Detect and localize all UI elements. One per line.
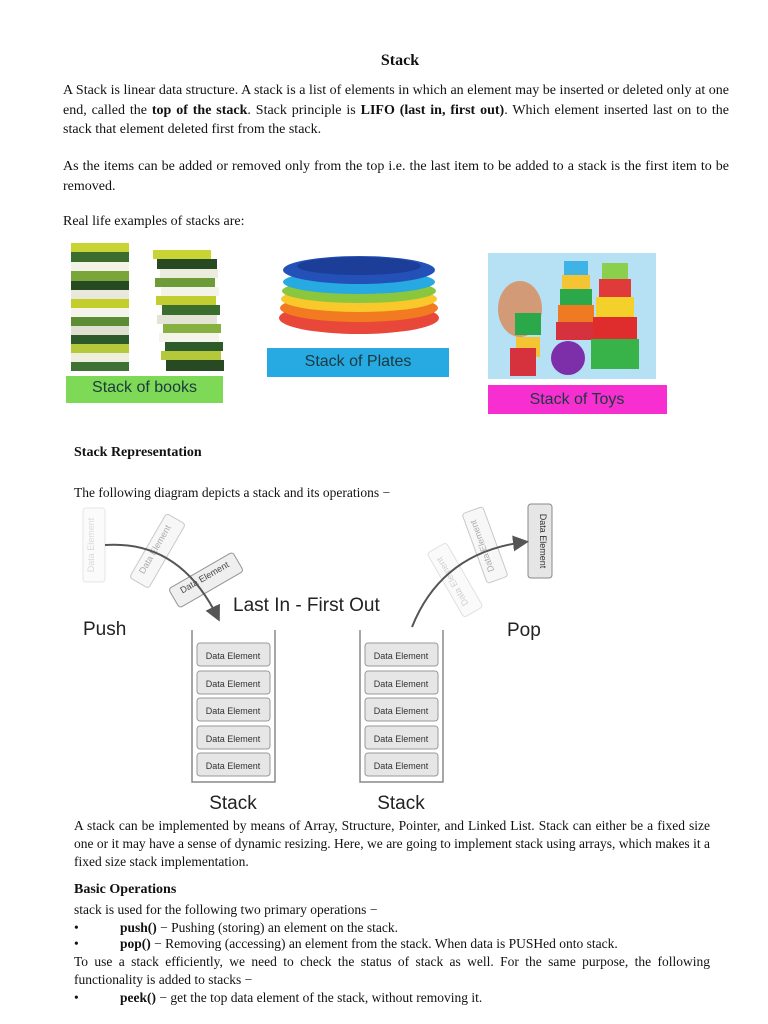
stack-element: Data Element	[373, 706, 429, 716]
bullet-icon: •	[74, 990, 79, 1005]
stack-element: Data Element	[373, 651, 429, 661]
pop-stack-elements	[365, 643, 438, 776]
pop-stack-label: Stack	[377, 793, 425, 814]
intro-text: . Which element inserted last on to the stack that element deleted first from the stack.	[63, 102, 729, 137]
basic-operations-lead: stack is used for the following two primary operations −	[74, 902, 378, 917]
push-label: Push	[83, 619, 127, 640]
stack-element: Data Element	[373, 761, 429, 771]
stack-element: Data Element	[205, 706, 261, 716]
basic-operations-heading: Basic Operations	[74, 882, 177, 897]
push-stack-elements	[197, 643, 270, 776]
intro-paragraph	[63, 81, 729, 140]
books-label: Stack of books	[92, 379, 197, 396]
op-desc: − Removing (accessing) an element from the stack. When data is PUSHed onto stack.	[150, 936, 618, 951]
stack-element: Data Element	[373, 734, 429, 744]
implementation-paragraph: A stack can be implemented by means of Array, Structure, Pointer, and Linked List. Stack can either be a fixed size one or it may have a sense of dynamic resizing. Here, we are going to implement stack using arrays, which makes it a fixed size stack implementation.	[74, 818, 710, 869]
plates-label: Stack of Plates	[304, 353, 412, 370]
list-item-peek	[74, 989, 710, 1007]
diagram-ghost-element: Data Element	[86, 517, 96, 573]
push-stack-label: Stack	[209, 793, 257, 814]
intro-text: . Stack principle is	[247, 102, 361, 118]
stack-diagram	[70, 500, 570, 820]
diagram-ghost-element: Data Element	[136, 523, 173, 576]
op-name: push()	[120, 920, 157, 935]
stack-element: Data Element	[205, 734, 261, 744]
stack-element: Data Element	[205, 761, 261, 771]
op-desc: − get the top data element of the stack, without removing it.	[156, 990, 483, 1005]
stack-element: Data Element	[373, 679, 429, 689]
examples-lead: Real life examples of stacks are:	[63, 214, 245, 229]
book-stack-right	[153, 250, 224, 371]
diagram-ghost-element: Data Element	[468, 518, 497, 574]
intro-paragraph-2: As the items can be added or removed only from the top i.e. the last item to be added to a stack is the first item to be removed.	[63, 159, 729, 194]
stack-element: Data Element	[205, 679, 261, 689]
op-name: peek()	[120, 990, 156, 1005]
intro-emphasis-top: top of the stack	[151, 102, 248, 118]
toys-label: Stack of Toys	[529, 391, 625, 408]
stack-element: Data Element	[205, 651, 261, 661]
book-stack-left	[71, 243, 129, 371]
representation-heading: Stack Representation	[74, 445, 202, 460]
lifo-label: Last In - First Out	[233, 595, 380, 616]
page-title: Stack	[380, 52, 420, 69]
bullet-icon: •	[74, 920, 79, 935]
op-desc: − Pushing (storing) an element on the stack.	[156, 920, 398, 935]
diagram-moving-element: Data Element	[178, 559, 231, 596]
pop-label: Pop	[507, 620, 541, 641]
list-item-pop	[74, 935, 710, 953]
representation-lead: The following diagram depicts a stack and its operations −	[74, 485, 391, 500]
intro-text: A Stack is linear data structure. A stack is a list of elements in which an element may be inserted or deleted only at one end, called the	[63, 83, 729, 118]
intro-emphasis-lifo: LIFO (last in, first out)	[360, 102, 505, 118]
diagram-ghost-element: Data Element	[434, 555, 471, 608]
diagram-popped-element: Data Element	[538, 513, 548, 569]
bullet-icon: •	[74, 936, 79, 951]
efficiency-paragraph: To use a stack efficiently, we need to check the status of stack as well. For the same purpose, the following functionality is added to stacks −	[74, 954, 710, 987]
op-name: pop()	[120, 936, 151, 951]
